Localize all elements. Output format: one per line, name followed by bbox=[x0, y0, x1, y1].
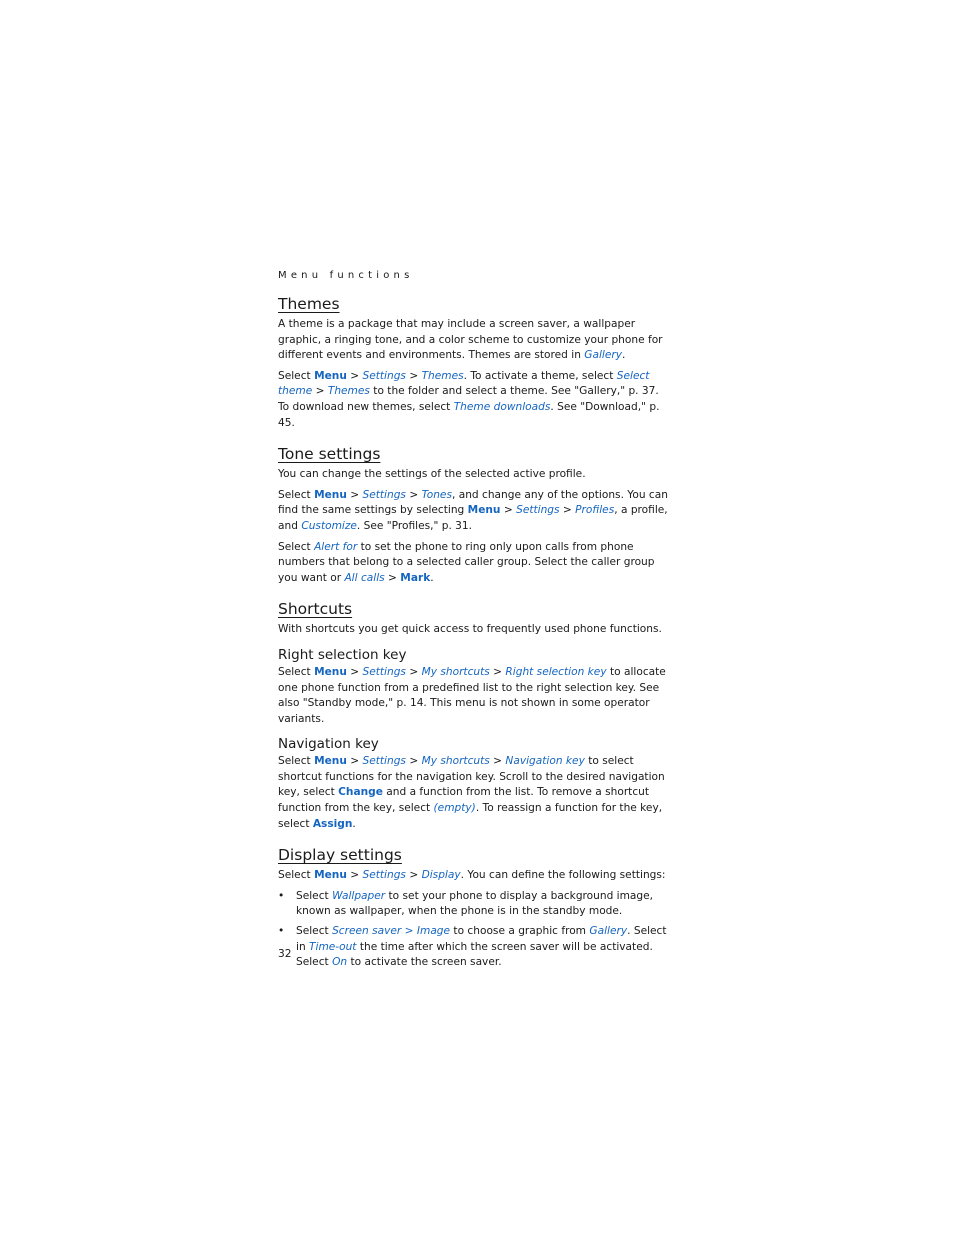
menu-key-menu: Menu bbox=[467, 504, 501, 517]
menu-item-settings: Settings bbox=[362, 665, 406, 678]
menu-item-customize: Customize bbox=[301, 519, 357, 532]
menu-item-settings: Settings bbox=[362, 869, 406, 882]
page-content bbox=[278, 270, 670, 985]
bullet-icon: • bbox=[278, 889, 285, 902]
display-settings-list bbox=[278, 889, 670, 971]
subsection-navigation-key bbox=[278, 736, 670, 832]
page-number: 32 bbox=[278, 948, 292, 960]
heading-tone-settings: Tone settings bbox=[278, 445, 381, 464]
shortcuts-paragraph-1: With shortcuts you get quick access to frequently used phone functions. bbox=[278, 623, 662, 636]
subsection-right-selection-key bbox=[278, 647, 670, 727]
menu-item-settings: Settings bbox=[362, 488, 406, 501]
menu-item-my-shortcuts: My shortcuts bbox=[421, 665, 490, 678]
menu-key-menu: Menu bbox=[314, 869, 347, 882]
menu-item-navigation-key: Navigation key bbox=[505, 755, 585, 768]
section-shortcuts bbox=[278, 600, 670, 832]
menu-item-display: Display bbox=[421, 869, 461, 882]
menu-key-assign: Assign bbox=[312, 817, 353, 830]
heading-themes: Themes bbox=[278, 295, 340, 313]
tone-paragraph-2: Select Menu > Settings > Tones, and change any of the options. You can find the same settings by selecting Menu > Settings > Profiles, a profile, and Customize. See "Profiles," p. 31. bbox=[278, 488, 668, 532]
menu-item-profiles: Profiles bbox=[575, 504, 615, 517]
section-themes bbox=[278, 295, 670, 431]
list-item: • Select Wallpaper to set your phone to display a background image, known as wallpaper, when the phone is in the standby mode. bbox=[278, 889, 654, 918]
list-item: • Select Screen saver > Image to choose a graphic from Gallery. Select in Time-out the time after which the screen saver will be activated. Select On to activate the screen saver. bbox=[278, 925, 667, 969]
menu-key-mark: Mark bbox=[400, 571, 431, 584]
menu-item-image: Image bbox=[416, 925, 451, 938]
menu-item-tones: Tones bbox=[421, 488, 452, 501]
menu-item-settings: Settings bbox=[362, 369, 406, 382]
right-selection-key-paragraph: Select Menu > Settings > My shortcuts > Right selection key to allocate one phone function from a predefined list to the right selection key. See also "Standby mode," p. 14. This menu is not shown in some operator variants. bbox=[278, 665, 666, 725]
menu-key-menu: Menu bbox=[314, 369, 347, 382]
section-tone-settings bbox=[278, 445, 670, 586]
tone-paragraph-3: Select Alert for to set the phone to ring only upon calls from phone numbers that belong to a selected caller group. Select the caller group you want or All calls > Mark. bbox=[278, 540, 655, 584]
display-paragraph-1: Select Menu > Settings > Display. You can define the following settings: bbox=[278, 869, 666, 882]
navigation-key-paragraph: Select Menu > Settings > My shortcuts > Navigation key to select shortcut functions for the navigation key. Scroll to the desired navigation key, select Change and a function from the list. To remove a shortcut function from the key, select (empty). To reassign a function for the key, select Assign. bbox=[278, 755, 665, 830]
menu-item-settings: Settings bbox=[362, 755, 406, 768]
menu-key-menu: Menu bbox=[314, 488, 347, 501]
menu-item-select-theme: Select theme bbox=[278, 369, 650, 398]
tone-paragraph-1: You can change the settings of the selected active profile. bbox=[278, 468, 586, 481]
menu-key-change: Change bbox=[338, 786, 383, 799]
menu-item-themes-folder: Themes bbox=[327, 385, 370, 398]
section-display-settings bbox=[278, 846, 670, 971]
bullet-icon: • bbox=[278, 925, 285, 938]
menu-key-menu: Menu bbox=[314, 755, 347, 768]
running-header: Menu functions bbox=[278, 270, 414, 281]
menu-item-gallery: Gallery bbox=[584, 349, 623, 362]
themes-paragraph-2: Select Menu > Settings > Themes. To activate a theme, select Select theme > Themes to the folder and select a theme. See "Gallery," p. 37. To download new themes, select Theme downloads. See "Download," p. 45. bbox=[278, 369, 660, 429]
menu-item-gallery: Gallery bbox=[589, 925, 628, 938]
menu-item-settings: Settings bbox=[516, 504, 560, 517]
menu-item-alert-for: Alert for bbox=[314, 540, 358, 553]
menu-item-empty: (empty) bbox=[433, 802, 476, 815]
heading-shortcuts: Shortcuts bbox=[278, 600, 353, 619]
themes-paragraph-1: A theme is a package that may include a screen saver, a wallpaper graphic, a ringing tone, and a color scheme to customize your phone for different events and environments. Themes are stored in Gallery. bbox=[278, 318, 663, 362]
heading-right-selection-key: Right selection key bbox=[278, 646, 407, 663]
menu-item-all-calls: All calls bbox=[344, 571, 385, 584]
menu-item-theme-downloads: Theme downloads bbox=[453, 400, 551, 413]
menu-item-on: On bbox=[332, 956, 348, 969]
menu-item-time-out: Time-out bbox=[309, 940, 357, 953]
menu-key-menu: Menu bbox=[314, 665, 347, 678]
menu-item-wallpaper: Wallpaper bbox=[332, 889, 386, 902]
menu-item-themes: Themes bbox=[421, 369, 464, 382]
menu-item-right-selection-key: Right selection key bbox=[505, 665, 607, 678]
menu-item-screen-saver: Screen saver bbox=[332, 925, 402, 938]
heading-display-settings: Display settings bbox=[278, 846, 402, 865]
heading-navigation-key: Navigation key bbox=[278, 736, 379, 753]
menu-item-my-shortcuts: My shortcuts bbox=[421, 755, 490, 768]
